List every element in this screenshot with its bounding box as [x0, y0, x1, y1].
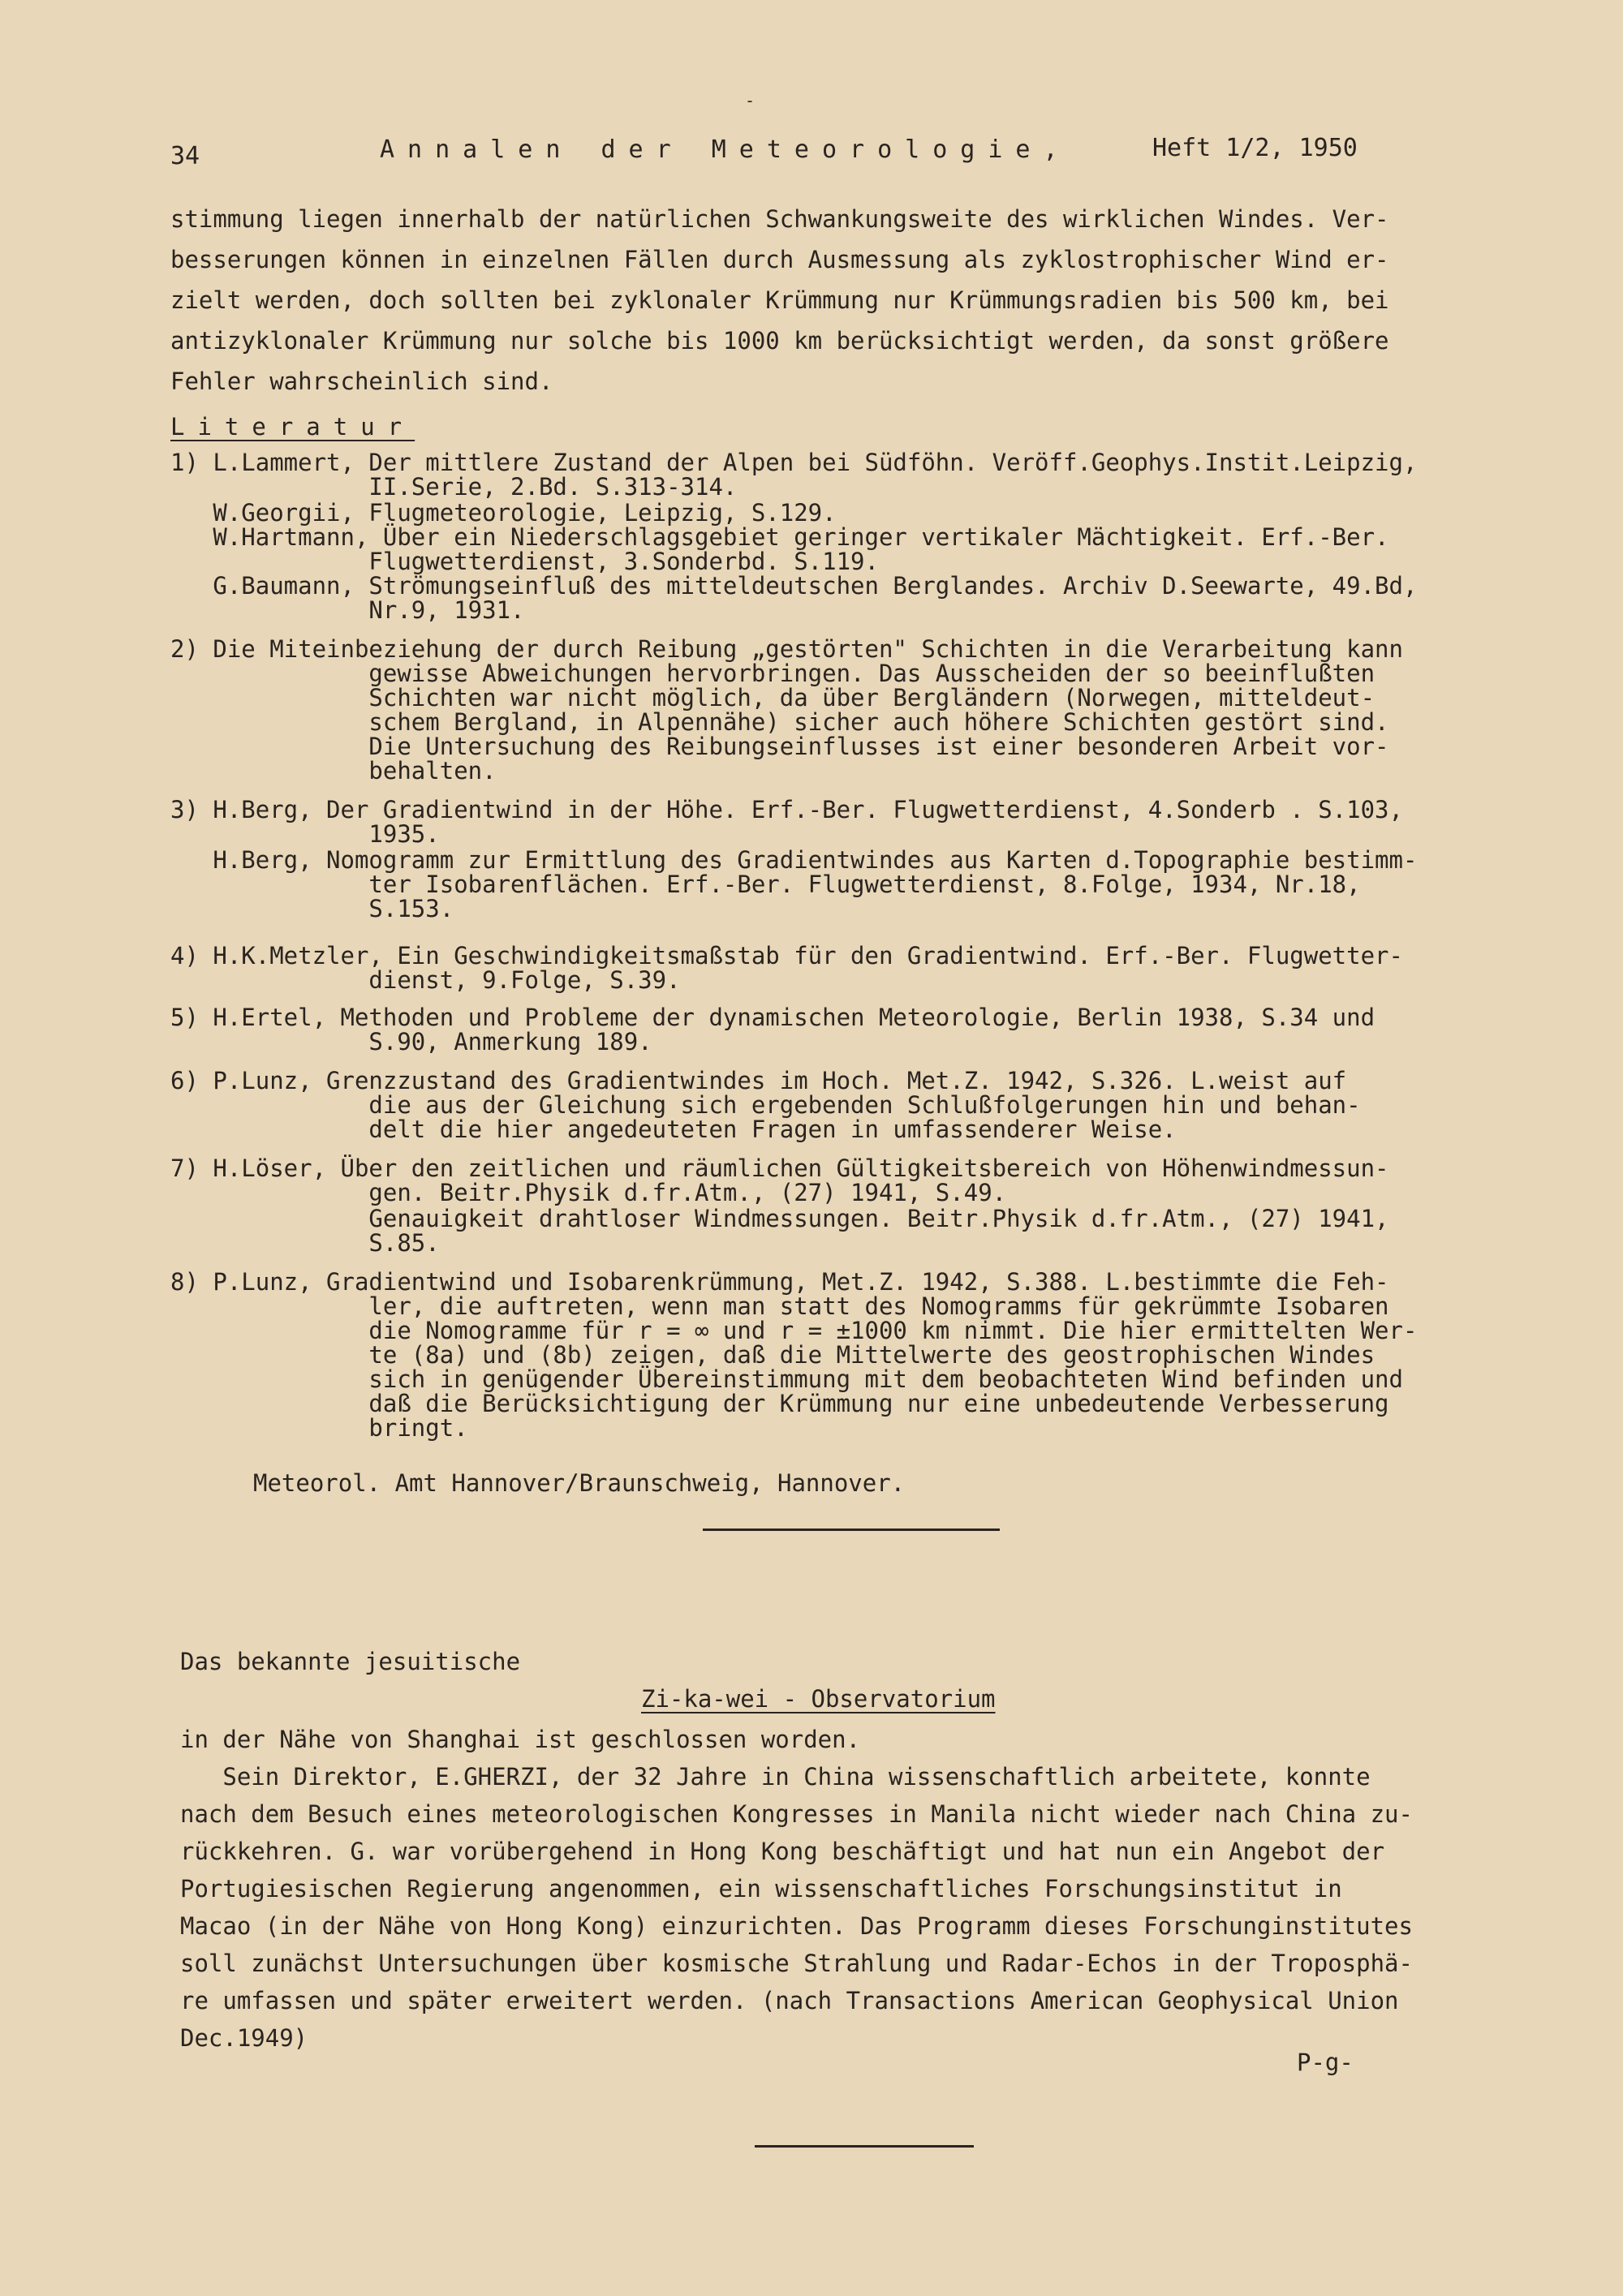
- news-line: Dec.1949): [180, 2024, 308, 2052]
- news-line: Portugiesischen Regierung angenommen, ein wissenschaftliches Forschungsinstitut in: [180, 1875, 1342, 1903]
- news-line: in der Nähe von Shanghai ist geschlossen worden.: [180, 1726, 861, 1753]
- reference-line: ler, die auftreten, wenn man statt des Nomogramms für gekrümmte Isobaren: [170, 1292, 1389, 1320]
- news-title: Zi-ka-wei - Observatorium: [641, 1685, 996, 1713]
- reference-line: delt die hier angedeuteten Fragen in umfassenderer Weise.: [170, 1116, 1177, 1143]
- reference-line: 1935.: [170, 820, 440, 848]
- reference-line: Genauigkeit drahtloser Windmessungen. Beitr.Physik d.fr.Atm., (27) 1941,: [170, 1205, 1389, 1232]
- reference-line: II.Serie, 2.Bd. S.313-314.: [170, 473, 738, 501]
- reference-line: dienst, 9.Folge, S.39.: [170, 966, 681, 994]
- reference-line: sich in genügender Übereinstimmung mit dem beobachteten Wind befinden und: [170, 1365, 1403, 1393]
- reference-line: behalten.: [170, 757, 497, 785]
- reference-line: S.153.: [170, 895, 454, 922]
- reference-line: Schichten war nicht möglich, da über Bergländern (Norwegen, mitteldeut-: [170, 684, 1375, 712]
- reference-line: S.85.: [170, 1229, 440, 1257]
- reference-line: ter Isobarenflächen. Erf.-Ber. Flugwetterdienst, 8.Folge, 1934, Nr.18,: [170, 871, 1361, 898]
- intro-line: zielt werden, doch sollten bei zyklonaler Krümmung nur Krümmungsradien bis 500 km, bei: [170, 286, 1389, 314]
- intro-line: antizyklonaler Krümmung nur solche bis 1000 km berücksichtigt werden, da sonst größere: [170, 327, 1389, 355]
- reference-line: te (8a) und (8b) zeigen, daß die Mittelwerte des geostrophischen Windes: [170, 1341, 1375, 1369]
- reference-line: 4) H.K.Metzler, Ein Geschwindigkeitsmaßstab für den Gradientwind. Erf.-Ber. Flugwetter-: [170, 942, 1403, 970]
- reference-line: die aus der Gleichung sich ergebenden Schlußfolgerungen hin und behan-: [170, 1091, 1361, 1119]
- top-mark: -: [745, 91, 756, 110]
- reference-line: bringt.: [170, 1414, 468, 1442]
- news-line: Macao (in der Nähe von Hong Kong) einzurichten. Das Programm dieses Forschunginstitutes: [180, 1912, 1413, 1940]
- reference-line: 1) L.Lammert, Der mittlere Zustand der Alpen bei Südföhn. Veröff.Geophys.Instit.Leipzig,: [170, 449, 1418, 476]
- news-lead: Das bekannte jesuitische: [180, 1648, 521, 1675]
- reference-line: 2) Die Miteinbeziehung der durch Reibung „gestörten" Schichten in die Verarbeitung kann: [170, 635, 1403, 663]
- reference-line: Nr.9, 1931.: [170, 596, 525, 624]
- reference-line: die Nomogramme für r = ∞ und r = ±1000 km nimmt. Die hier ermittelten Wer-: [170, 1317, 1418, 1344]
- reference-line: W.Georgii, Flugmeteorologie, Leipzig, S.129.: [170, 499, 837, 527]
- issue-info: Heft 1/2, 1950: [1152, 134, 1358, 162]
- page-number: 34: [170, 142, 200, 170]
- reference-line: gewisse Abweichungen hervorbringen. Das Ausscheiden der so beeinflußten: [170, 660, 1375, 687]
- reference-line: daß die Berücksichtigung der Krümmung nur eine unbedeutende Verbesserung: [170, 1390, 1389, 1417]
- reference-line: 5) H.Ertel, Methoden und Probleme der dynamischen Meteorologie, Berlin 1938, S.34 und: [170, 1004, 1375, 1031]
- reference-line: 8) P.Lunz, Gradientwind und Isobarenkrümmung, Met.Z. 1942, S.388. L.bestimmte die Feh-: [170, 1268, 1389, 1296]
- reference-line: S.90, Anmerkung 189.: [170, 1028, 652, 1056]
- reference-line: W.Hartmann, Über ein Niederschlagsgebiet geringer vertikaler Mächtigkeit. Erf.-Ber.: [170, 523, 1389, 551]
- end-divider: [755, 2145, 974, 2148]
- reference-line: schem Bergland, in Alpennähe) sicher auch höhere Schichten gestört sind.: [170, 708, 1389, 736]
- affiliation: Meteorol. Amt Hannover/Braunschweig, Hannover.: [253, 1469, 906, 1497]
- section-divider: [703, 1529, 1000, 1531]
- intro-line: besserungen können in einzelnen Fällen durch Ausmessung als zyklostrophischer Wind er-: [170, 246, 1389, 273]
- signature: P-g-: [1297, 2049, 1354, 2076]
- reference-line: gen. Beitr.Physik d.fr.Atm., (27) 1941, S.49.: [170, 1179, 1007, 1206]
- news-line: Sein Direktor, E.GHERZI, der 32 Jahre in China wissenschaftlich arbeitete, konnte: [180, 1763, 1371, 1791]
- journal-title: Annalen der Meteorologie,: [380, 135, 1071, 164]
- reference-line: Die Untersuchung des Reibungseinflusses ist einer besonderen Arbeit vor-: [170, 733, 1389, 760]
- reference-line: Flugwetterdienst, 3.Sonderbd. S.119.: [170, 548, 879, 575]
- literature-heading: Literatur: [170, 413, 415, 441]
- news-line: re umfassen und später erweitert werden. (nach Transactions American Geophysical Union: [180, 1987, 1399, 2014]
- intro-line: Fehler wahrscheinlich sind.: [170, 368, 553, 395]
- reference-line: 6) P.Lunz, Grenzzustand des Gradientwindes im Hoch. Met.Z. 1942, S.326. L.weist auf: [170, 1067, 1347, 1094]
- reference-line: G.Baumann, Strömungseinfluß des mitteldeutschen Berglandes. Archiv D.Seewarte, 49.Bd,: [170, 572, 1418, 600]
- news-line: rückkehren. G. war vorübergehend in Hong Kong beschäftigt und hat nun ein Angebot der: [180, 1838, 1385, 1865]
- reference-line: 7) H.Löser, Über den zeitlichen und räumlichen Gültigkeitsbereich von Höhenwindmessun-: [170, 1154, 1389, 1182]
- reference-line: 3) H.Berg, Der Gradientwind in der Höhe. Erf.-Ber. Flugwetterdienst, 4.Sonderb . S.103,: [170, 796, 1403, 823]
- intro-line: stimmung liegen innerhalb der natürlichen Schwankungsweite des wirklichen Windes. Ver-: [170, 205, 1389, 233]
- news-line: nach dem Besuch eines meteorologischen Kongresses in Manila nicht wieder nach China zu-: [180, 1800, 1413, 1828]
- reference-line: H.Berg, Nomogramm zur Ermittlung des Gradientwindes aus Karten d.Topographie bestimm-: [170, 846, 1418, 874]
- news-line: soll zunächst Untersuchungen über kosmische Strahlung und Radar-Echos in der Troposphä-: [180, 1950, 1413, 1977]
